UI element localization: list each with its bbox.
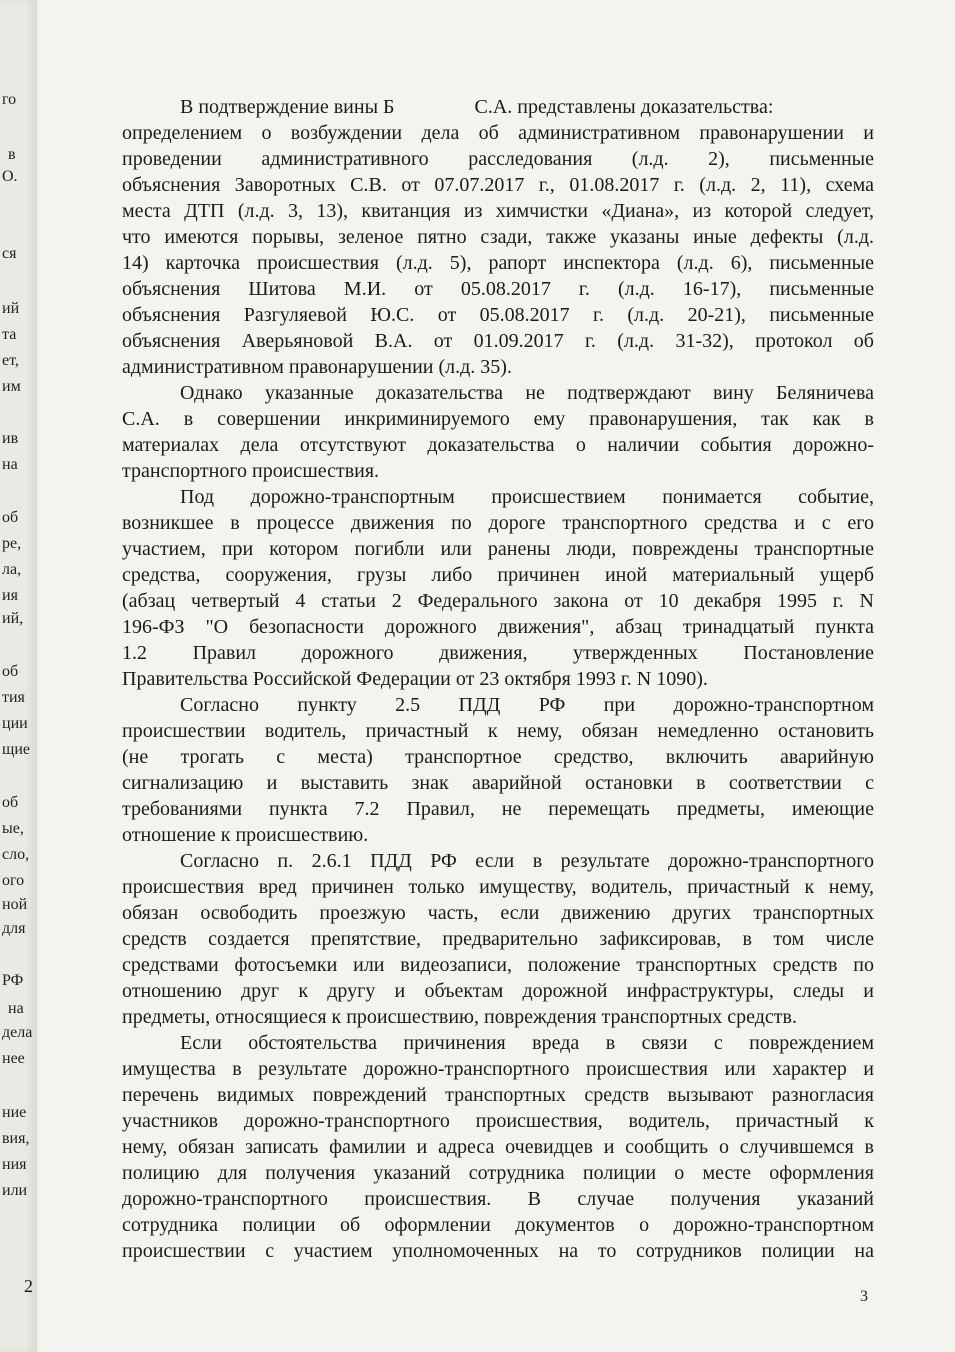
text-line: объяснения Заворотных С.В. от 07.07.2017 г., 01.08.2017 г. (л.д. 2, 11), схема — [122, 174, 874, 196]
text-fragment: В подтверждение вины Б — [180, 96, 395, 118]
margin-fragment: об — [2, 794, 19, 811]
text-line: нему, обязан записать фамилии и адреса очевидцев и сообщить о случившемся в — [122, 1136, 874, 1158]
margin-fragment: та — [2, 326, 17, 343]
text-line: административном правонарушении (л.д. 35). — [122, 356, 512, 378]
text-line: 14) карточка происшествия (л.д. 5), рапорт инспектора (л.д. 6), письменные — [122, 252, 874, 274]
margin-fragment: ся — [2, 245, 17, 262]
text-line: Согласно п. 2.6.1 ПДД РФ если в результате дорожно-транспортного — [180, 850, 874, 872]
text-line: Однако указанные доказательства не подтверждают вину Беляничева — [180, 382, 874, 404]
text-line: (абзац четвертый 4 статьи 2 Федерального закона от 10 декабря 1995 г. N — [122, 590, 874, 612]
text-line: предметы, относящиеся к происшествию, повреждения транспортных средств. — [122, 1006, 797, 1028]
margin-fragment: ла, — [2, 561, 22, 578]
margin-fragment: ре, — [2, 535, 22, 552]
text-line: участием, при котором погибли или ранены люди, повреждены транспортные — [122, 538, 874, 560]
margin-fragment: тия — [2, 689, 25, 706]
text-line: требованиями пункта 7.2 Правил, не перемещать предметы, имеющие — [122, 798, 874, 820]
text-line: определением о возбуждении дела об административном правонарушении и — [122, 122, 874, 144]
margin-fragment: ий — [2, 300, 20, 317]
text-line: происшествии водитель, причастный к нему, обязан немедленно остановить — [122, 720, 874, 742]
margin-fragment: для — [2, 920, 26, 937]
text-line: участников дорожно-транспортного происшествия, водитель, причастный к — [122, 1110, 874, 1132]
margin-fragment: ет, — [2, 352, 19, 369]
text-line: перечень видимых повреждений транспортных средств вызывают разногласия — [122, 1084, 874, 1106]
text-line: Под дорожно-транспортным происшествием понимается событие, — [180, 486, 874, 508]
text-line: дорожно-транспортного происшествия. В случае получения указаний — [122, 1188, 874, 1210]
text-line: (не трогать с места) транспортное средство, включить аварийную — [122, 746, 874, 768]
margin-fragment: им — [2, 378, 21, 395]
text-line: происшествия вред причинен только имуществу, водитель, причастный к нему, — [122, 876, 874, 898]
text-line: что имеются порывы, зеленое пятно сзади, также указаны иные дефекты (л.д. — [122, 226, 874, 248]
margin-fragment: ия — [2, 587, 18, 604]
text-line: сотрудника полиции об оформлении документов о дорожно-транспортном — [122, 1214, 874, 1236]
margin-fragment: го — [2, 91, 17, 108]
margin-fragment: об — [2, 509, 19, 526]
text-line: Правительства Российской Федерации от 23 октября 1993 г. N 1090). — [122, 668, 708, 690]
margin-fragment: ий, — [2, 610, 24, 627]
margin-fragment: в — [8, 146, 16, 163]
margin-fragment: дела — [2, 1024, 33, 1041]
margin-fragment: щие — [2, 741, 30, 758]
text-line: средствами фотосъемки или видеозаписи, положение транспортных средств по — [122, 954, 874, 976]
text-line: возникшее в процессе движения по дороге транспортного средства и с его — [122, 512, 874, 534]
margin-fragment: сло, — [2, 846, 30, 863]
margin-fragment: ые, — [2, 820, 24, 837]
margin-fragment: ции — [2, 715, 28, 732]
margin-fragment: РФ — [2, 972, 24, 989]
text-line: материалах дела отсутствуют доказательства о наличии события дорожно- — [122, 434, 874, 456]
margin-fragment: ной — [2, 896, 28, 913]
margin-fragment: ого — [2, 872, 25, 889]
margin-fragment: вия, — [2, 1130, 30, 1147]
margin-fragment: или — [2, 1182, 28, 1199]
text-line: сигнализацию и выставить знак аварийной остановки в соответствии с — [122, 772, 874, 794]
text-line: имущества в результате дорожно-транспортного происшествия или характер и — [122, 1058, 874, 1080]
text-line: места ДТП (л.д. 3, 13), квитанция из химчистки «Диана», из которой следует, — [122, 200, 874, 222]
text-line: проведении административного расследования (л.д. 2), письменные — [122, 148, 874, 170]
text-line: средства, сооружения, грузы либо причинен иной материальный ущерб — [122, 564, 874, 586]
margin-fragment: на — [2, 456, 18, 473]
text-line: 196-ФЗ "О безопасности дорожного движения", абзац тринадцатый пункта — [122, 616, 874, 638]
margin-fragment: нее — [2, 1050, 25, 1067]
text-line: транспортного происшествия. — [122, 460, 380, 482]
text-line: отношение к происшествию. — [122, 824, 369, 846]
previous-page-number: 2 — [24, 1276, 33, 1296]
text-line: объяснения Аверьяновой В.А. от 01.09.2017 г. (л.д. 31-32), протокол об — [122, 330, 874, 352]
page-number: 3 — [860, 1288, 868, 1305]
text-line: средств создается препятствие, предварительно зафиксировав, в том числе — [122, 928, 874, 950]
margin-fragment: ив — [2, 430, 19, 447]
text-line: происшествии с участием уполномоченных на то сотрудников полиции на — [122, 1240, 874, 1262]
text-line: 1.2 Правил дорожного движения, утвержденных Постановление — [122, 642, 874, 664]
text-line: полицию для получения указаний сотрудника полиции о месте оформления — [122, 1162, 874, 1184]
previous-page-edge — [0, 0, 37, 1352]
margin-fragment: на — [8, 1000, 24, 1017]
text-fragment: С.А. представлены доказательства: — [474, 96, 774, 118]
text-line: С.А. в совершении инкриминируемого ему правонарушения, так как в — [122, 408, 874, 430]
text-line: объяснения Шитова М.И. от 05.08.2017 г. (л.д. 16-17), письменные — [122, 278, 874, 300]
margin-fragment: О. — [2, 168, 18, 185]
text-line: Согласно пункту 2.5 ПДД РФ при дорожно-транспортном — [180, 694, 874, 716]
margin-fragment: об — [2, 663, 19, 680]
margin-fragment: ние — [2, 1104, 27, 1121]
text-line: объяснения Разгуляевой Ю.С. от 05.08.2017 г. (л.д. 20-21), письменные — [122, 304, 874, 326]
text-line: отношению друг к другу и объектам дорожной инфраструктуры, следы и — [122, 980, 874, 1002]
text-line: обязан освободить проезжую часть, если движению других транспортных — [122, 902, 874, 924]
text-line: Если обстоятельства причинения вреда в связи с повреждением — [180, 1032, 874, 1054]
text-line — [180, 95, 874, 119]
margin-fragment: ния — [2, 1156, 27, 1173]
